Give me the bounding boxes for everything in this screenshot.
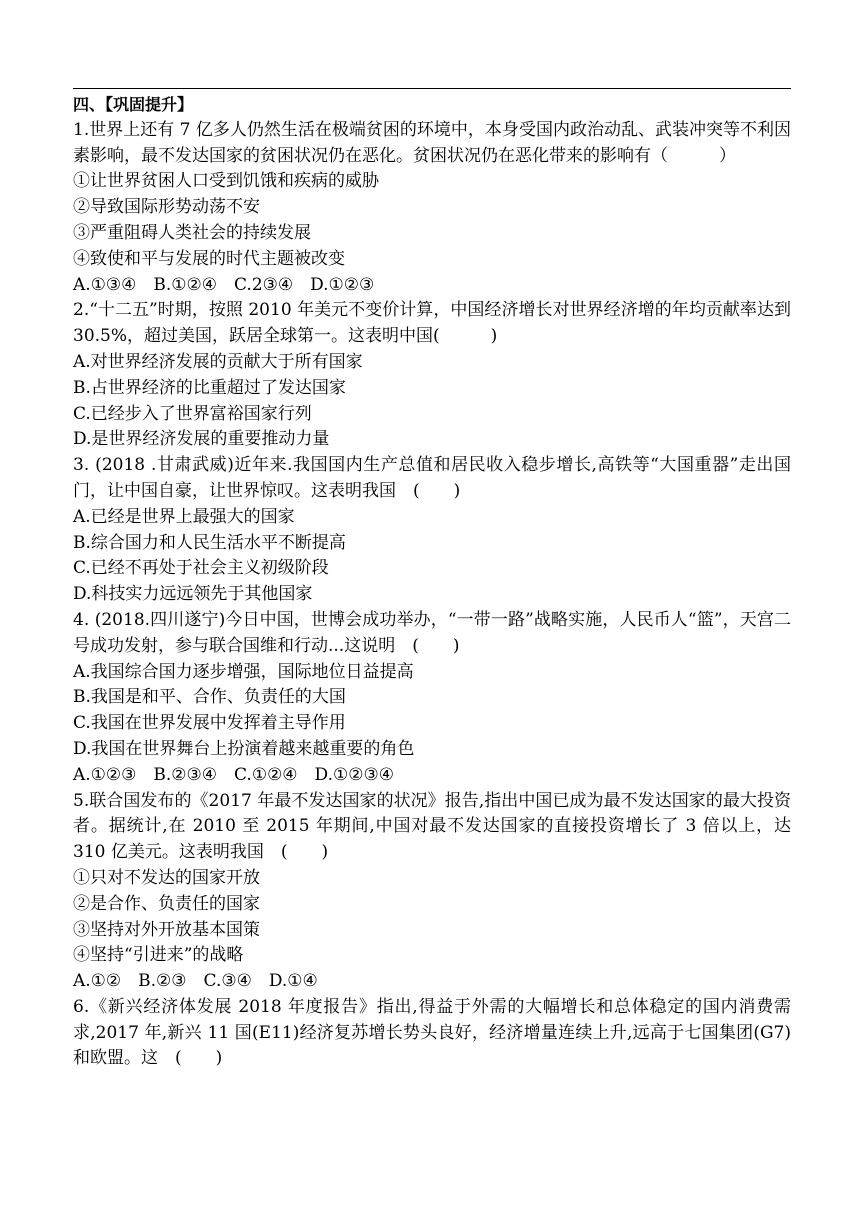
option-item: ①只对不发达的国家开放 [73, 867, 260, 888]
option-item: D.科技实力远远领先于其他国家 [73, 584, 313, 605]
option-item: D.是世界经济发展的重要推动力量 [73, 429, 330, 450]
answer-choices: A.①③④ B.①②④ C.2③④ D.①②③ [73, 274, 375, 295]
option-item: A.我国综合国力逐步增强，国际地位日益提高 [73, 661, 414, 682]
question-1 [73, 118, 791, 299]
question-stem: 1.世界上还有 7 亿多人仍然生活在极端贫困的环境中，本身受国内政治动乱、武装冲突等不利因素影响，最不发达国家的贫困状况仍在恶化。贫困状况仍在恶化带来的影响有（ ） [73, 119, 791, 166]
option-item: ②导致国际形势动荡不安 [73, 197, 260, 218]
option-item: B.占世界经济的比重超过了发达国家 [73, 377, 346, 398]
section-title: 四、【巩固提升】 [73, 95, 194, 114]
option-item: ①让世界贫困人口受到饥饿和疾病的威胁 [73, 171, 379, 192]
answer-choices: A.①②③ B.②③④ C.①②④ D.①②③④ [73, 764, 394, 785]
document-page [73, 88, 791, 1072]
option-item: C.我国在世界发展中发挥着主导作用 [73, 713, 346, 734]
option-item: ④坚持“引进来”的战略 [73, 945, 244, 966]
option-item: C.已经步入了世界富裕国家行列 [73, 403, 312, 424]
option-item: ④致使和平与发展的时代主题被改变 [73, 248, 345, 269]
question-stem: 5.联合国发布的《2017 年最不发达国家的状况》报告,指出中国已成为最不发达国家的最大投资者。据统计,在 2010 至 2015 年期间,中国对最不发达国家的直接投资增长了 3 倍以上，达 310 亿美元。这表明我国 ( ) [73, 790, 791, 863]
question-stem: 2.“十二五”时期，按照 2010 年美元不变价计算，中国经济增长对世界经济增的年均贡献率达到 30.5%，超过美国，跃居全球第一。这表明中国( ) [73, 300, 791, 347]
option-item: D.我国在世界舞台上扮演着越来越重要的角色 [73, 738, 415, 759]
question-stem: 3. (2018 .甘肃武威)近年来.我国国内生产总值和居民收入稳步增长,高铁等“大国重器”走出国门，让中国自豪，让世界惊叹。这表明我国 ( ) [73, 455, 791, 501]
option-item: B.我国是和平、合作、负责任的大国 [73, 687, 346, 708]
question-6 [73, 995, 791, 1072]
option-item: A.已经是世界上最强大的国家 [73, 506, 295, 527]
answer-choices: A.①② B.②③ C.③④ D.①④ [73, 971, 318, 992]
option-item: ②是合作、负责任的国家 [73, 893, 260, 914]
header-rule [73, 88, 791, 89]
option-item: A.对世界经济发展的贡献大于所有国家 [73, 351, 363, 372]
question-5 [73, 789, 791, 995]
question-3 [73, 453, 791, 608]
question-2 [73, 298, 791, 453]
question-4 [73, 608, 791, 789]
option-item: ③严重阻碍人类社会的持续发展 [73, 222, 311, 243]
option-item: B.综合国力和人民生活水平不断提高 [73, 532, 346, 553]
question-stem: 6.《新兴经济体发展 2018 年度报告》指出,得益于外需的大幅增长和总体稳定的国内消费需求,2017 年,新兴 11 国(E11)经济复苏增长势头良好，经济增量连续上升,远高于七国集团(G7)和欧盟。这 ( ) [73, 996, 791, 1069]
option-item: ③坚持对外开放基本国策 [73, 919, 260, 940]
option-item: C.已经不再处于社会主义初级阶段 [73, 558, 329, 579]
question-stem: 4. (2018.四川遂宁)今日中国，世博会成功举办，“一带一路”战略实施，人民币人“篮”，天宫二号成功发射，参与联合国维和行动...这说明 ( ) [73, 609, 791, 656]
